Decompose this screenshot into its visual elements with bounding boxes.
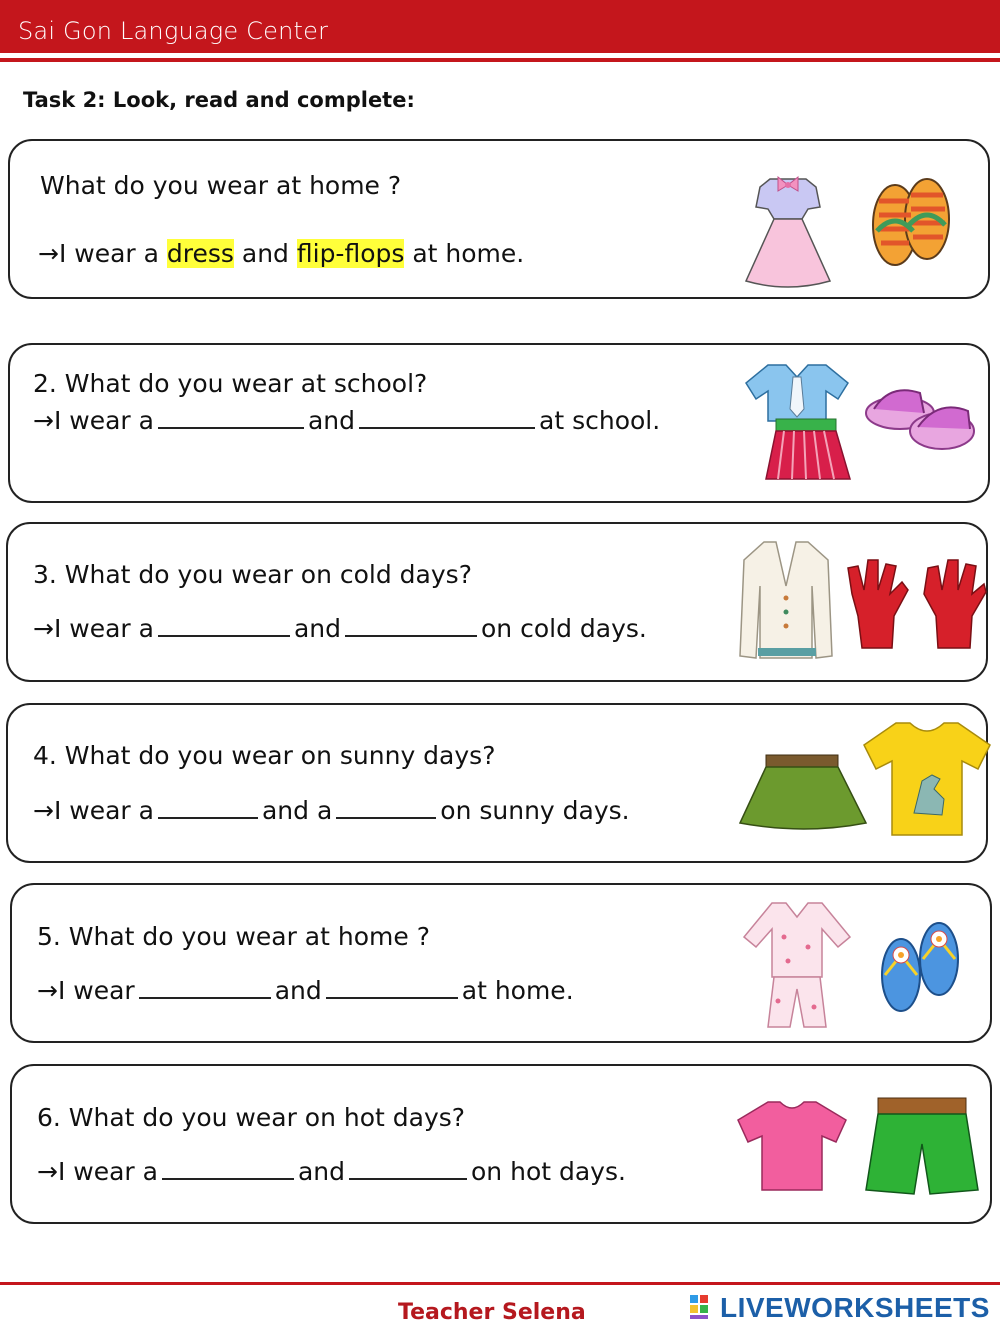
answer-4: →I wear a and a on sunny days.: [33, 796, 630, 825]
answer-blank-5a[interactable]: [139, 975, 271, 999]
exercise-box-6: [10, 1064, 992, 1224]
exercise-box-3: [6, 522, 988, 682]
header-bar: [0, 0, 1000, 53]
answer-blank-5b[interactable]: [326, 975, 458, 999]
question-2: 2. What do you wear at school?: [33, 369, 428, 398]
answer-blank-4a[interactable]: [158, 795, 258, 819]
answer-5: →I wear and at home.: [37, 976, 574, 1005]
answer-blank-2b[interactable]: [359, 405, 535, 429]
header-divider: [0, 58, 1000, 62]
answer-2: →I wear a and at school.: [33, 406, 661, 435]
liveworksheets-logo-icon: [690, 1295, 718, 1321]
pajamas-picture: [738, 897, 856, 1031]
skirt-picture: [738, 753, 868, 833]
sandals-picture: [860, 373, 980, 455]
dress-picture: [738, 169, 838, 291]
gloves-picture: [838, 554, 988, 658]
flip-flops-picture: [865, 171, 957, 271]
center-name: Sai Gon Language Center: [18, 17, 329, 45]
exercise-box-2: [8, 343, 990, 503]
flip-flops-picture: [877, 915, 967, 1017]
cardigan-picture: [736, 536, 836, 664]
answer-3: →I wear a and on cold days.: [33, 614, 647, 643]
t-shirt-picture: [858, 717, 992, 841]
answer-blank-3b[interactable]: [345, 613, 477, 637]
exercise-box-1: [8, 139, 990, 299]
question-4: 4. What do you wear on sunny days?: [33, 741, 496, 770]
answer-blank-6a[interactable]: [162, 1156, 294, 1180]
question-1: What do you wear at home ?: [40, 171, 402, 200]
answer-6: →I wear a and on hot days.: [37, 1157, 626, 1186]
question-5: 5. What do you wear at home ?: [37, 922, 430, 951]
uniform-picture: [738, 359, 856, 487]
teacher-name: Teacher Selena: [398, 1300, 586, 1325]
footer-divider: [0, 1282, 1000, 1285]
answer-1: →I wear a dress and flip-flops at home.: [38, 239, 525, 268]
t-shirt-picture: [734, 1098, 850, 1194]
exercise-box-5: [10, 883, 992, 1043]
question-6: 6. What do you wear on hot days?: [37, 1103, 466, 1132]
question-3: 3. What do you wear on cold days?: [33, 560, 472, 589]
answer-blank-3a[interactable]: [158, 613, 290, 637]
liveworksheets-logo-text: LIVEWORKSHEETS: [720, 1292, 990, 1323]
answer-blank-6b[interactable]: [349, 1156, 467, 1180]
liveworksheets-logo[interactable]: [690, 1292, 990, 1324]
task-title: Task 2: Look, read and complete:: [23, 88, 415, 112]
shorts-picture: [864, 1094, 980, 1198]
answer-blank-4b[interactable]: [336, 795, 436, 819]
answer-blank-2a[interactable]: [158, 405, 304, 429]
exercise-box-4: [6, 703, 988, 863]
answer-word-flip-flops: flip-flops: [296, 239, 405, 268]
answer-word-dress: dress: [166, 239, 234, 268]
